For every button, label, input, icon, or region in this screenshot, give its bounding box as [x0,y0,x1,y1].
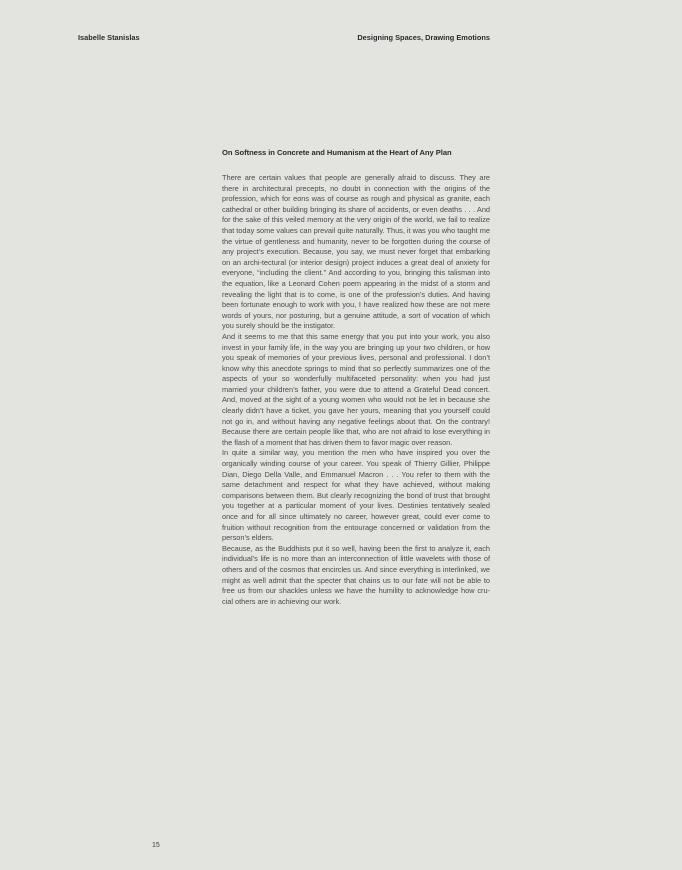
article-body [222,173,490,607]
page-number: 15 [152,842,160,849]
paragraph: There are certain values that people are generally afraid to discuss. They are there in architectural precepts, no doubt in connection with the origins of the profession, which for eons was of course as rough and physical as granite, each cathedral or other building bringing its share of accidents, or even deaths . . . And for the sake of this veiled memory at the very origin of the world, we fail to realize that today some values can prevail quite naturally. Thus, it was you who taught me the virtue of gentleness and humanity, never to be forgotten during the course of any project’s execution. Because, you say, we must never forget that embarking on an archi-tectural (or interior design) project induces a great deal of anxiety for everyone, “including the client.” And according to you, bringing this talisman into the equation, like a Leonard Cohen poem appearing in the midst of a storm and revealing the light that is to come, is one of the profession’s duties. And having been fortunate enough to work with you, I have realized how these are not mere words of yours, nor posturing, but a genuine attitude, a sort of vocation of which you surely should be the instigator. [222,173,490,331]
paragraph: Because, as the Buddhists put it so well, having been the first to analyze it, each individual’s life is no more than an interconnection of little wavelets with those of others and of the cosmos that encircles us. And since everything is interlinked, we might as well admit that the specter that chains us to our fate will not be able to free us from our shackles unless we have the humility to acknowledge how cru-cial others are in achieving our work. [222,543,490,606]
paragraph: And it seems to me that this same energy that you put into your work, you also invest in your family life, in the way you are bringing up your two children, or how you speak of memories of your previous lives, personal and professional. I don’t know why this anecdote springs to mind that so perfectly summarizes one of the aspects of your so wonderfully multifaceted personality: when you had just married your children’s father, you were due to attend a Grateful Dead concert. And, moved at the sight of a young women who would not be let in because she clearly didn’t have a ticket, you gave her yours, meaning that you yourself could not go in, and without having any negative feelings about that. On the contrary! Because there are certain people like that, who are not afraid to lose everything in the flash of a moment that has driven them to favor magic over reason. [222,331,490,447]
running-head-book-title: Designing Spaces, Drawing Emotions [357,33,490,42]
running-head-author: Isabelle Stanislas [78,33,140,42]
paragraph: In quite a similar way, you mention the men who have inspired you over the organically winding course of your career. You speak of Thierry Gillier, Philippe Dian, Diego Della Valle, and Emmanuel Macron . . . You refer to them with the same detachment and respect for what they have achieved, without making comparisons between them. But clearly recognizing the bond of trust that brought you together at a particular moment of your lives. Destinies tentatively sealed once and for all since ultimately no career, however great, could ever come to fruition without recognition from the entourage concerned or validation from the person’s elders. [222,448,490,543]
article [222,148,490,607]
article-title: On Softness in Concrete and Humanism at the Heart of Any Plan [222,148,452,157]
